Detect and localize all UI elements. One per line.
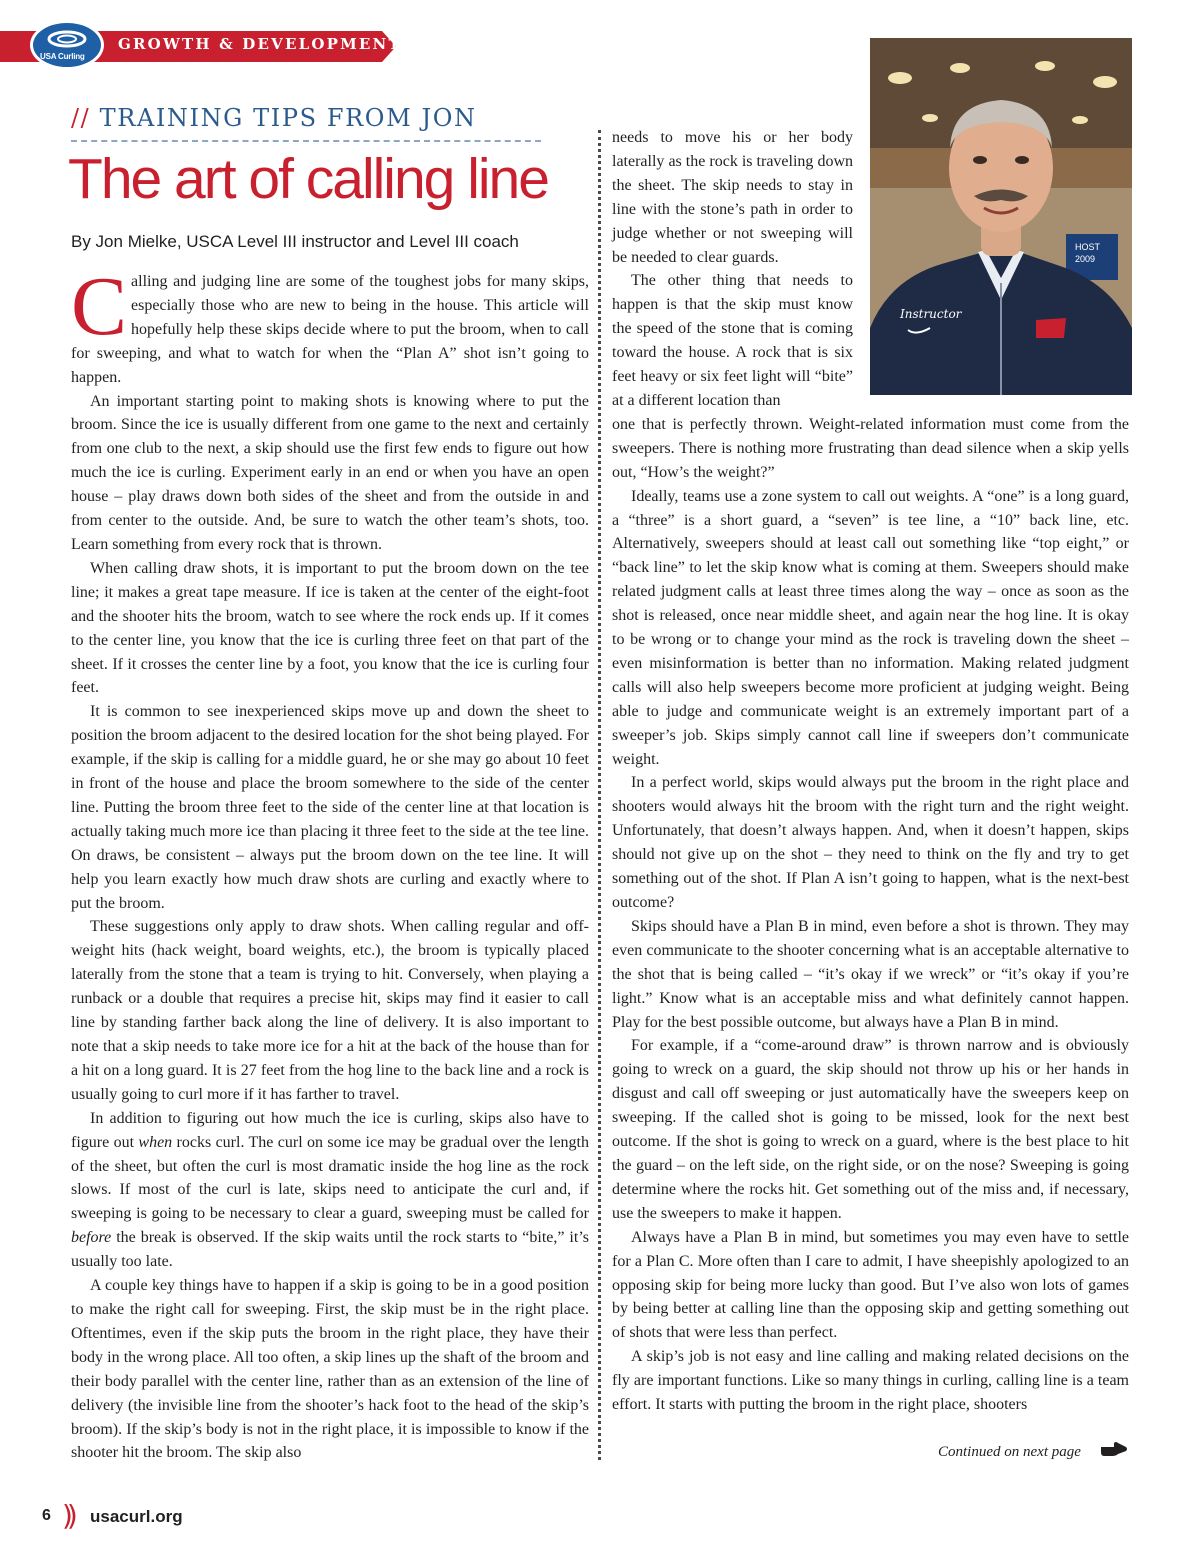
paragraph: For example, if a “come-around draw” is thrown narrow and is obviously going to wreck on a guard, the skip should not throw up his or her hands in disgust and call off sweeping or just automatically have the sweepers keep on sweeping. If the called shot is going to be missed, look for the next best outcome. If the shot is going to wreck on a guard, where is the best place to hit the guard – on the left side, on the right side, or on the nose? Sweeping is going determine where the rocks hit. Get something out of the miss and, if necessary, use the sweepers to make it happen. bbox=[612, 1037, 1129, 1222]
site-url: usacurl.org bbox=[90, 1507, 183, 1526]
paragraph: A couple key things have to happen if a skip is going to be in a good position to make the right call for sweeping. First, the skip must be in the right place. Oftentimes, even if the skip puts the broom in the right place, they have their body in the wrong place. All too often, a skip lines up the shaft of the broom and their body parallel with the center line, rather than as an extension of the line of delivery (the invisible line from the shooter’s hack foot to the head of the skip’s broom). If the skip’s body is not in the right place, it is impossible to know if the shooter hit the broom. The skip also bbox=[71, 1277, 589, 1462]
paragraph: It is common to see inexperienced skips move up and down the sheet to position the broom adjacent to the desired location for the shot being played. For example, if the skip is calling for a middle guard, he or she may go about 10 feet in front of the house and place the broom somewhere to the side of the center line. Putting the broom three feet to the side of the center line at that location is actually taking much more ice than placing it three feet to the side at the tee line. On draws, be consistent – always put the broom down on the tee line. It will help you learn exactly how much draw shots are curling and exactly where to put the broom. bbox=[71, 703, 589, 912]
page-number: 6 bbox=[42, 1507, 51, 1524]
article-byline: By Jon Mielke, USCA Level III instructor and Level III coach bbox=[71, 232, 519, 251]
paragraph: A skip’s job is not easy and line calling and making related decisions on the fly are important functions. Like so many things in curling, calling line is a team effort. It starts with putting the broom in the right place, shooters bbox=[612, 1348, 1129, 1414]
paragraph: needs to move his or her body laterally as the rock is traveling down the sheet. The skip needs to stay in line with the stone’s path in order to judge whether or not sweeping will be needed to clear guards. bbox=[612, 129, 853, 266]
paragraph: The other thing that needs to happen is that the skip must know the speed of the stone that is coming toward the house. A rock that is six feet heavy or six feet light will “bite” at a different location than bbox=[612, 272, 853, 409]
kicker-divider bbox=[71, 140, 541, 142]
drop-cap: C bbox=[71, 260, 128, 353]
article-title: The art of calling line bbox=[68, 147, 548, 211]
paragraph: Always have a Plan B in mind, but sometimes you may even have to settle for a Plan C. More often than I care to admit, I have sheepishly apologized to an opposing skip for being more lucky than good. But I’ve also won lots of games by being better at calling line than the opposing skip and getting something out of shots that were less than perfect. bbox=[612, 1228, 1129, 1342]
paragraph: These suggestions only apply to draw shots. When calling regular and off-weight hits (hack weight, board weights, etc.), the broom is typically placed laterally from the stone that a team is trying to hit. Conversely, when playing a runback or a double that requires a precise hit, skips may find it easier to call line by standing farther back along the line of delivery. It is also important to note that a skip needs to take more ice for a hit at the back of the house than for a hit on a long guard. It is 27 feet from the hog line to the back line and a rock is usually going to curl more if it has farther to travel. bbox=[71, 918, 589, 1103]
paragraph: When calling draw shots, it is important to put the broom down on the tee line; it makes a great tape measure. If ice is taken at the center of the eight-foot and the shooter hits the broom, watch to see where the rock ends up. If it comes to the center line, you know that the ice is curling three feet on that part of the sheet. If it crosses the center line by a foot, you know that the ice is curling four feet. bbox=[71, 559, 589, 697]
author-photo bbox=[870, 38, 1132, 395]
jacket-text: Instructor bbox=[900, 307, 962, 321]
paragraph: Ideally, teams use a zone system to call out weights. A “one” is a long guard, a “three” is a short guard, a “seven” is tee line, a “10” back line, etc. Alternatively, sweepers should at least call out something like “top eight,” or “back line” to let the skip know what is coming at them. Sweepers should make related judgment calls at least three times along the way – once as soon as the shot is released, once near middle sheet, and again near the hog line. It is okay to be wrong or to change your mind as the rock is traveling down the sheet – even misinformation is better than no information. Making related judgment calls will also help sweepers become more proficient at judging weight. Being able to judge and communicate weight is an extremely important part of a sweeper’s job. Skips simply cannot call line if sweepers don’t communicate weight. bbox=[612, 487, 1129, 768]
kicker-slashes: // bbox=[71, 104, 91, 132]
continued-note: Continued on next page bbox=[938, 1444, 1081, 1460]
svg-text:2009: 2009 bbox=[1075, 254, 1096, 264]
footer-divider: )) bbox=[62, 1499, 72, 1532]
paragraph: Calling and judging line are some of the toughest jobs for many skips, especially those who are new to being in the house. This article will hopefully help these skips decide where to put the broom, when to call for sweeping, and what to watch for when the “Plan A” shot isn’t going to happen. bbox=[71, 260, 589, 386]
article-kicker bbox=[71, 104, 477, 132]
column-divider bbox=[598, 130, 601, 1460]
usa-curling-logo bbox=[28, 19, 106, 71]
kicker-text: TRAINING TIPS FROM JON bbox=[99, 104, 477, 132]
paragraph: In addition to figuring out how much the ice is curling, skips also have to figure out when rocks curl. The curl on some ice may be gradual over the length of the sheet, but often the curl is most dramatic inside the hog line as the rock slows. If most of the curl is late, skips need to anticipate the curl and, if sweeping is going to be necessary to clear a guard, sweeping must be called for before the break is observed. If the skip waits until the rock starts to “bite,” it’s usually too late. bbox=[71, 1109, 589, 1271]
section-label: GROWTH & DEVELOPMENT bbox=[118, 35, 402, 53]
paragraph: one that is perfectly thrown. Weight-related information must come from the sweepers. There is nothing more frustrating than dead silence when a skip yells out, “How’s the weight?” bbox=[612, 415, 1129, 481]
photo-banner-text: HOST bbox=[1075, 242, 1101, 252]
paragraph: Skips should have a Plan B in mind, even before a shot is thrown. They may even communicate to the shooter concerning what is an acceptable alternative to the shot that is being called – “it’s okay if we wreck” or “it’s okay if you’re light.” Know what is an acceptable miss and what definitely cannot happen. Play for the best possible outcome, but always have a Plan B in mind. bbox=[612, 917, 1129, 1031]
paragraph: In a perfect world, skips would always put the broom in the right place and shooters would always hit the broom with the right turn and the right weight. Unfortunately, that doesn’t always happen. And, when it doesn’t happen, skips should not give up on the shot – they need to think on the fly and try to get something out of the shot. If Plan A isn’t going to happen, what is the next-best outcome? bbox=[612, 774, 1129, 911]
article-column-left bbox=[71, 260, 589, 1465]
pointing-hand-icon bbox=[1100, 1440, 1128, 1458]
paragraph: An important starting point to making shots is knowing where to put the broom. Since the ice is usually different from one game to the next and certainly from one club to the next, a skip should use the first few ends to figure out how much the ice is curling. Experiment early in an end or when you have an open house – play draws down both sides of the sheet and from the outside in and from center to the outside. And, be sure to watch the other team’s shots, too. Learn something from every rock that is thrown. bbox=[71, 392, 589, 553]
logo-wordmark: USA Curling bbox=[40, 52, 85, 61]
